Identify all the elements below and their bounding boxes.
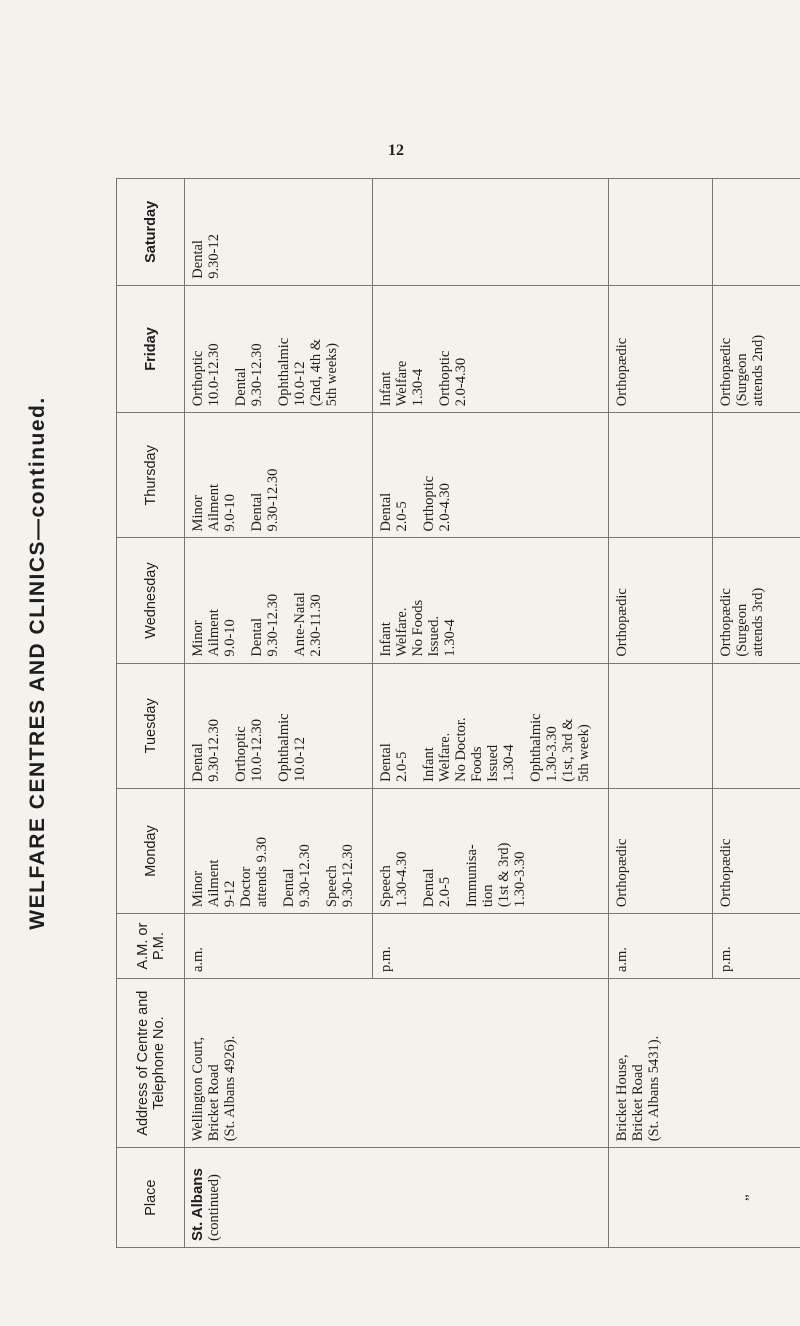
tuesday-line: 5th week)	[576, 724, 592, 782]
monday-entry	[190, 795, 270, 907]
wednesday-line: Dental	[249, 618, 265, 657]
monday-line: Ailment	[206, 859, 222, 908]
clinic-schedule-table	[116, 178, 800, 1248]
place-note: (continued)	[206, 1174, 222, 1241]
place-name: St. Albans	[189, 1168, 206, 1241]
tuesday-entry	[276, 670, 308, 782]
monday-entry	[614, 795, 630, 907]
tuesday-line: 2.0-5	[394, 751, 410, 782]
thursday-cell	[373, 413, 609, 538]
address-line: Bricket Road	[630, 1064, 646, 1142]
monday-entry	[421, 795, 453, 907]
tuesday-entry	[190, 670, 222, 782]
monday-entry	[718, 795, 734, 907]
friday-line: Infant	[378, 371, 394, 407]
monday-cell	[609, 788, 713, 913]
monday-line: 9.30-12.30	[297, 844, 313, 908]
friday-entry	[276, 292, 340, 407]
wednesday-entry	[378, 544, 458, 656]
wednesday-entry	[249, 544, 281, 656]
wednesday-line: (Surgeon	[734, 603, 750, 657]
monday-line: Dental	[421, 868, 437, 908]
monday-entry	[281, 795, 313, 907]
tuesday-entry	[421, 670, 517, 782]
session-time-cell: p.m.	[373, 914, 609, 979]
clinic-schedule-table-container	[116, 178, 766, 1248]
wednesday-line: attends 3rd)	[750, 587, 766, 657]
tuesday-entry	[233, 670, 265, 782]
friday-cell	[609, 285, 713, 413]
friday-entry	[437, 292, 469, 407]
monday-line: Speech	[378, 865, 394, 908]
address-line: (St. Albans 5431).	[646, 1035, 662, 1142]
thursday-line: Dental	[249, 492, 265, 532]
wednesday-cell	[713, 538, 800, 663]
wednesday-entry	[718, 544, 766, 656]
friday-cell	[713, 285, 800, 413]
table-row	[609, 179, 713, 1248]
address-cell	[609, 979, 800, 1148]
session-time-cell: p.m.	[713, 914, 800, 979]
thursday-cell	[185, 413, 373, 538]
monday-line: Immunisa-	[464, 844, 480, 908]
tuesday-line: No Doctor.	[453, 717, 469, 782]
tuesday-line: Welfare.	[437, 732, 453, 782]
monday-line: Orthopædic	[718, 838, 734, 908]
friday-line: Orthopædic	[614, 337, 630, 407]
place-cell	[185, 1148, 609, 1248]
wednesday-line: Ante-Natal	[292, 592, 308, 657]
wednesday-cell	[373, 538, 609, 663]
wednesday-line: 9.30-12.30	[265, 593, 281, 657]
tuesday-line: Orthoptic	[233, 726, 249, 782]
header-place: Place	[117, 1148, 185, 1248]
monday-line: Dental	[281, 868, 297, 908]
thursday-entry	[378, 419, 410, 531]
thursday-line: 2.0-4.30	[437, 483, 453, 532]
monday-line: Minor	[190, 870, 206, 908]
tuesday-line: Infant	[421, 747, 437, 782]
tuesday-line: 10.0-12.30	[249, 719, 265, 782]
friday-entry	[378, 292, 426, 407]
tuesday-entry	[528, 670, 592, 782]
tuesday-cell	[713, 663, 800, 788]
friday-line: attends 2nd)	[750, 334, 766, 407]
thursday-line: 9.0-10	[222, 493, 238, 532]
wednesday-line: Ailment	[206, 609, 222, 657]
monday-line: 9-12	[222, 880, 238, 908]
thursday-entry	[421, 419, 453, 531]
table-body	[185, 179, 800, 1248]
wednesday-entry	[614, 544, 630, 656]
friday-cell	[185, 285, 373, 413]
thursday-line: Ailment	[206, 483, 222, 532]
friday-line: Orthopædic	[718, 337, 734, 407]
wednesday-cell	[185, 538, 373, 663]
friday-line: 5th weeks)	[324, 343, 340, 407]
monday-line: Orthopædic	[614, 838, 630, 908]
tuesday-line: 10.0-12	[292, 737, 308, 782]
saturday-cell	[185, 179, 373, 286]
monday-entry	[464, 795, 528, 907]
friday-entry	[718, 292, 766, 407]
monday-cell	[373, 788, 609, 913]
tuesday-cell	[185, 663, 373, 788]
friday-line: (2nd, 4th &	[308, 338, 324, 407]
address-line: Wellington Court,	[190, 1036, 206, 1142]
saturday-cell	[713, 179, 800, 286]
monday-line: Speech	[324, 865, 340, 908]
friday-entry	[190, 292, 222, 407]
thursday-entry	[190, 419, 238, 531]
saturday-line: 9.30-12	[206, 233, 222, 279]
thursday-entry	[249, 419, 281, 531]
monday-line: tion	[480, 884, 496, 908]
wednesday-line: Issued.	[426, 615, 442, 657]
header-ampm: A.M. or P.M.	[117, 914, 185, 979]
friday-cell	[373, 285, 609, 413]
address-line: (St. Albans 4926).	[222, 1035, 238, 1142]
tuesday-line: Issued	[485, 744, 501, 782]
monday-line: 2.0-5	[437, 876, 453, 908]
wednesday-line: 2.30-11.30	[308, 594, 324, 657]
wednesday-line: Minor	[190, 620, 206, 657]
friday-line: 10.0-12.30	[206, 343, 222, 407]
thursday-line: Dental	[378, 492, 394, 532]
header-tuesday: Tuesday	[117, 663, 185, 788]
friday-line: Ophthalmic	[276, 337, 292, 407]
monday-entry	[378, 795, 410, 907]
saturday-cell	[373, 179, 609, 286]
wednesday-entry	[190, 544, 238, 656]
thursday-line: Minor	[190, 495, 206, 532]
address-line: Bricket House,	[614, 1054, 630, 1142]
saturday-line: Dental	[190, 240, 206, 279]
tuesday-entry	[378, 670, 410, 782]
monday-line: attends 9.30	[254, 837, 270, 908]
header-friday: Friday	[117, 285, 185, 413]
friday-entry	[614, 292, 630, 407]
friday-line: 10.0-12	[292, 361, 308, 407]
header-thursday: Thursday	[117, 413, 185, 538]
saturday-cell	[609, 179, 713, 286]
monday-line: Doctor	[238, 866, 254, 908]
tuesday-cell	[609, 663, 713, 788]
wednesday-line: 1.30-4	[442, 619, 458, 657]
friday-line: 1.30-4	[410, 368, 426, 407]
place-ditto-cell: „	[609, 1148, 800, 1248]
tuesday-line: Ophthalmic	[528, 713, 544, 782]
monday-line: 9.30-12.30	[340, 844, 356, 908]
thursday-cell	[713, 413, 800, 538]
friday-line: Orthoptic	[190, 350, 206, 407]
friday-line: Welfare	[394, 360, 410, 407]
wednesday-line: Welfare.	[394, 607, 410, 657]
address-cell	[185, 979, 609, 1148]
header-row	[117, 179, 185, 1248]
tuesday-line: Dental	[190, 743, 206, 782]
tuesday-line: Foods	[469, 746, 485, 782]
monday-line: (1st & 3rd)	[496, 842, 512, 908]
tuesday-line: Dental	[378, 743, 394, 782]
monday-line: 1.30-4.30	[394, 851, 410, 908]
table-row	[185, 179, 373, 1248]
page-number: 12	[388, 142, 404, 159]
tuesday-line: 1.30-4	[501, 744, 517, 782]
session-time-cell: a.m.	[609, 914, 713, 979]
thursday-line: Orthoptic	[421, 475, 437, 532]
friday-line: 2.0-4.30	[453, 357, 469, 407]
page-title: WELFARE CENTRES AND CLINICS—continued.	[26, 396, 49, 930]
saturday-entry	[190, 185, 222, 279]
wednesday-line: 9.0-10	[222, 619, 238, 657]
friday-line: Orthoptic	[437, 350, 453, 407]
friday-entry	[233, 292, 265, 407]
thursday-line: 9.30-12.30	[265, 468, 281, 532]
wednesday-entry	[292, 544, 324, 656]
friday-line: 9.30-12.30	[249, 343, 265, 407]
thursday-line: 2.0-5	[394, 501, 410, 532]
monday-cell	[713, 788, 800, 913]
wednesday-line: No Foods	[410, 599, 426, 657]
header-wednesday: Wednesday	[117, 538, 185, 663]
friday-line: Dental	[233, 367, 249, 407]
tuesday-line: Ophthalmic	[276, 713, 292, 782]
monday-line: 1.30-3.30	[512, 851, 528, 908]
wednesday-line: Infant	[378, 622, 394, 657]
monday-entry	[324, 795, 356, 907]
wednesday-line: Orthopædic	[718, 588, 734, 657]
header-saturday: Saturday	[117, 179, 185, 286]
monday-cell	[185, 788, 373, 913]
header-address: Address of Centre and Telephone No.	[117, 979, 185, 1148]
header-monday: Monday	[117, 788, 185, 913]
tuesday-line: 1.30-3.30	[544, 726, 560, 782]
wednesday-line: Orthopædic	[614, 588, 630, 657]
wednesday-cell	[609, 538, 713, 663]
tuesday-line: 9.30-12.30	[206, 719, 222, 782]
address-line: Bricket Road	[206, 1064, 222, 1142]
session-time-cell: a.m.	[185, 914, 373, 979]
tuesday-line: (1st, 3rd &	[560, 718, 576, 782]
tuesday-cell	[373, 663, 609, 788]
friday-line: (Surgeon	[734, 353, 750, 407]
thursday-cell	[609, 413, 713, 538]
